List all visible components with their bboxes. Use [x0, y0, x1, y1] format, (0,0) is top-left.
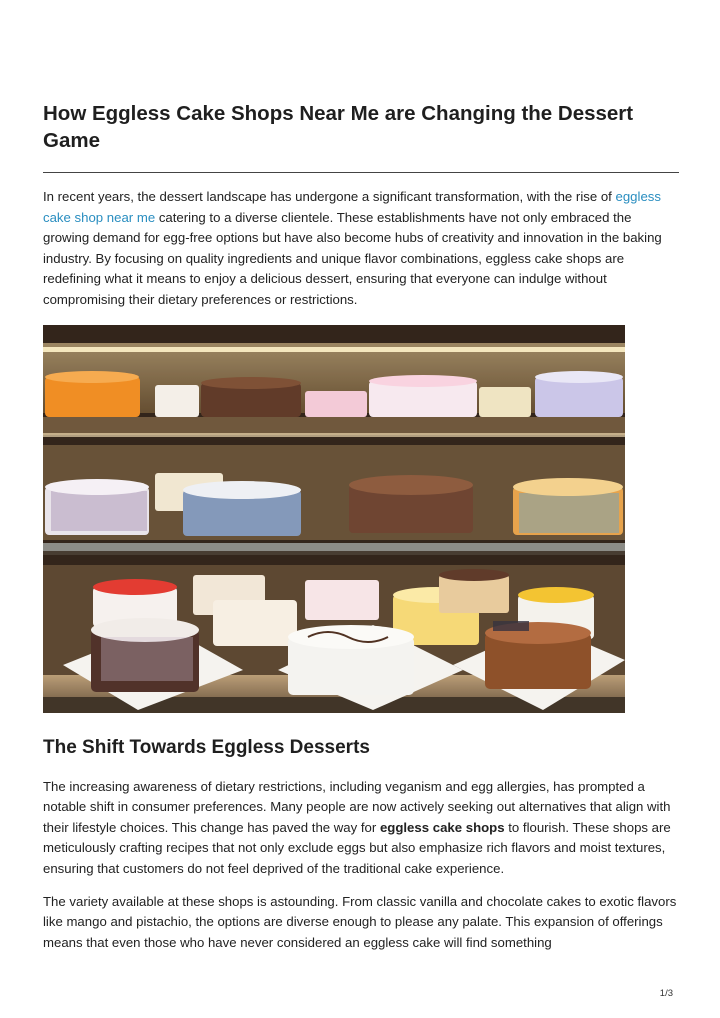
section-paragraph-2: The variety available at these shops is astounding. From classic vanilla and chocolate cakes to exotic flavors like mango and pistachio, the options are diverse enough to please any palate. This expansion of offerings means that even those who have never considered an eggless cake will find something — [43, 893, 677, 950]
cake-display-photo — [43, 325, 625, 713]
page-number: 1/3 — [659, 988, 673, 999]
page-title: How Eggless Cake Shops Near Me are Changing the Dessert Game — [43, 102, 634, 152]
section-p1-after: to flourish. These shops are meticulously crafting recipes that not only exclude eggs but also emphasize rich flavors and moist textures, ensuring that customers do not feel deprived of the traditional cake experience. — [43, 819, 671, 876]
intro-paragraph — [43, 187, 679, 311]
section-paragraph-1 — [43, 777, 679, 880]
section-heading: The Shift Towards Eggless Desserts — [43, 736, 370, 758]
intro-text-before: In recent years, the dessert landscape has undergone a significant transformation, with the rise of — [43, 189, 616, 204]
cake-display-illustration — [43, 325, 625, 713]
title-divider — [43, 172, 679, 173]
eggless-cake-shop-link[interactable]: eggless cake shop near me — [43, 189, 661, 225]
section-p1-before: The increasing awareness of dietary restrictions, including veganism and egg allergies, has prompted a notable shift in consumer preferences. Many people are now actively seeking out alternatives that align with their lifestyle choices. This change has paved the way for — [43, 778, 671, 835]
document-page — [43, 100, 679, 953]
eggless-cake-shops-bold: eggless cake shops — [379, 819, 505, 835]
intro-text-after: catering to a diverse clientele. These establishments have not only embraced the growing demand for egg-free options but have also become hubs of creativity and innovation in the baking industry. By focusing on quality ingredients and unique flavor combinations, eggless cake shops are redefining what it means to enjoy a delicious dessert, ensuring that everyone can indulge without compromising their dietary preferences or restrictions. — [43, 209, 662, 307]
